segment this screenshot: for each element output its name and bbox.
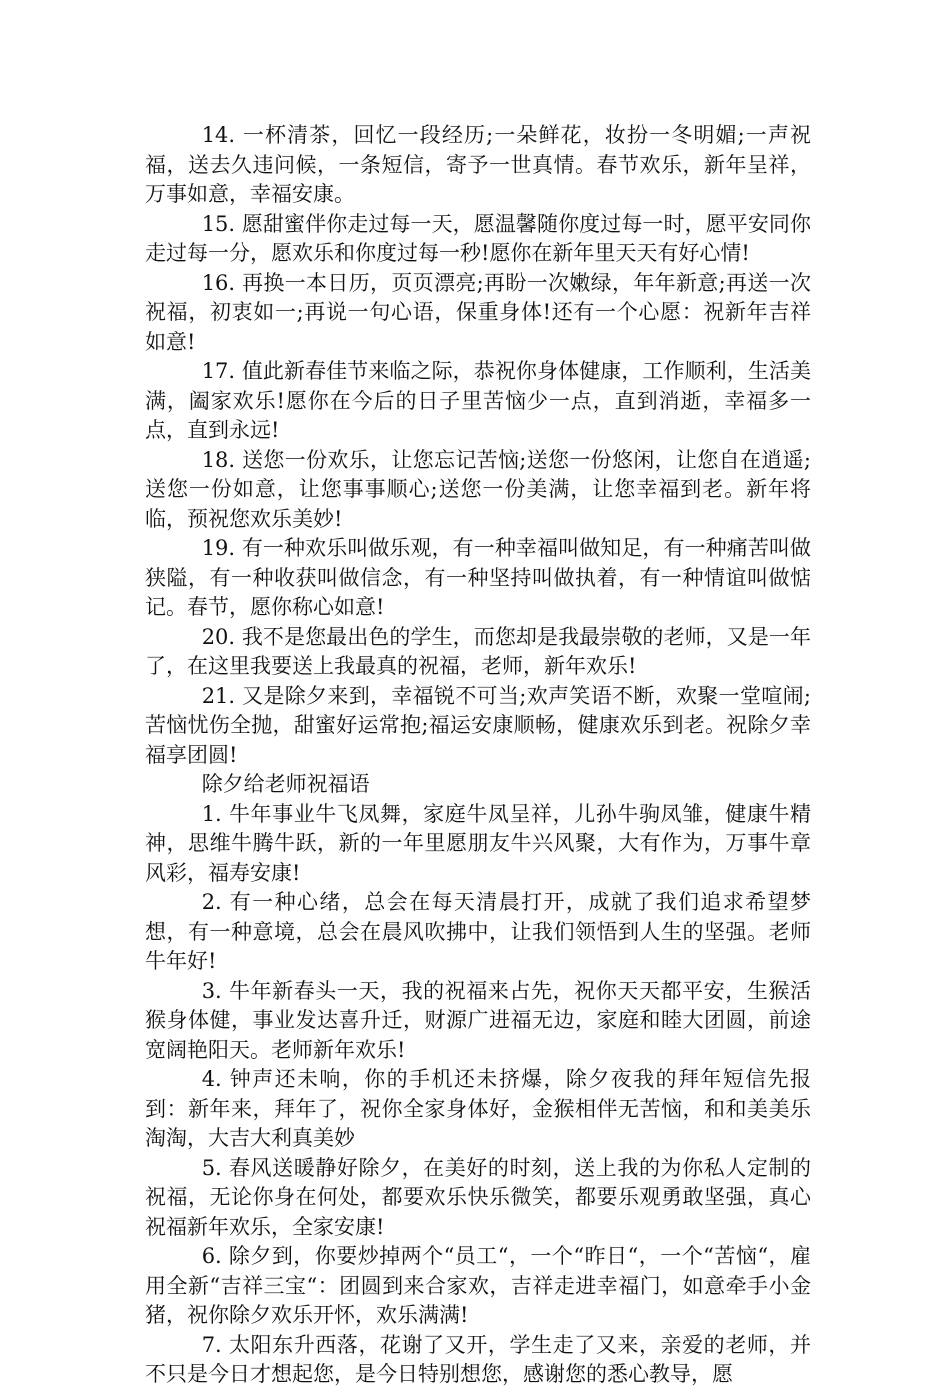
teacher-paragraph-1: 1. 牛年事业牛飞凤舞，家庭牛凤呈祥，儿孙牛驹凤雏，健康牛精神，思维牛腾牛跃，新的一年里愿朋友牛兴风聚，大有作为，万事牛章风彩，福寿安康! (145, 801, 811, 885)
paragraph-14: 14. 一杯清茶，回忆一段经历;一朵鲜花，妆扮一冬明媚;一声祝福，送去久违问候，一条短信，寄予一世真情。春节欢乐，新年呈祥，万事如意，幸福安康。 (145, 123, 811, 206)
teacher-paragraph-7: 7. 太阳东升西落，花谢了又开，学生走了又来，亲爱的老师，并不只是今日才想起您，是今日特别想您，感谢您的悉心教导，愿 (145, 1332, 811, 1386)
document-page (145, 121, 811, 1390)
teacher-paragraph-5: 5. 春风送暖静好除夕，在美好的时刻，送上我的为你私人定制的祝福，无论你身在何处，都要欢乐快乐微笑，都要乐观勇敢坚强，真心祝福新年欢乐，全家安康! (145, 1155, 811, 1239)
paragraph-21: 21. 又是除夕来到，幸福锐不可当;欢声笑语不断，欢聚一堂喧闹;苦恼忧伤全抛，甜蜜好运常抱;福运安康顺畅，健康欢乐到老。祝除夕幸福享团圆! (145, 683, 811, 767)
paragraph-20: 20. 我不是您最出色的学生，而您却是我最崇敬的老师，又是一年了，在这里我要送上我最真的祝福，老师，新年欢乐! (145, 624, 811, 678)
paragraph-15: 15. 愿甜蜜伴你走过每一天，愿温馨随你度过每一时，愿平安同你走过每一分，愿欢乐和你度过每一秒!愿你在新年里天天有好心情! (145, 211, 811, 265)
paragraph-17: 17. 值此新春佳节来临之际，恭祝你身体健康，工作顺利，生活美满，阖家欢乐!愿你在今后的日子里苦恼少一点，直到消逝，幸福多一点，直到永远! (145, 359, 811, 442)
paragraph-16: 16. 再换一本日历，页页漂亮;再盼一次嫩绿，年年新意;再送一次祝福，初衷如一;再说一句心语，保重身体!还有一个心愿：祝新年吉祥如意! (145, 270, 811, 354)
teacher-paragraph-3: 3. 牛年新春头一天，我的祝福来占先，祝你天天都平安，生猴活猴身体健，事业发达喜升迁，财源广进福无边，家庭和睦大团圆，前途宽阔艳阳天。老师新年欢乐! (145, 978, 811, 1062)
paragraph-19: 19. 有一种欢乐叫做乐观，有一种幸福叫做知足，有一种痛苦叫做狭隘，有一种收获叫做信念，有一种坚持叫做执着，有一种情谊叫做惦记。春节，愿你称心如意! (145, 536, 811, 619)
teacher-paragraph-2: 2. 有一种心绪，总会在每天清晨打开，成就了我们追求希望梦想，有一种意境，总会在晨风吹拂中，让我们领悟到人生的坚强。老师牛年好! (145, 890, 811, 973)
paragraph-18: 18. 送您一份欢乐，让您忘记苦恼;送您一份悠闲，让您自在逍遥;送您一份如意，让您事事顺心;送您一份美满，让您幸福到老。新年将临，预祝您欢乐美妙! (145, 447, 811, 531)
teacher-paragraph-4: 4. 钟声还未响，你的手机还未挤爆，除夕夜我的拜年短信先报到：新年来，拜年了，祝你全家身体好，金猴相伴无苦恼，和和美美乐淘淘，大吉大利真美妙 (145, 1067, 811, 1150)
teacher-paragraph-6: 6. 除夕到，你要炒掉两个“员工“，一个“昨日“，一个“苦恼“，雇用全新“吉祥三宝“：团圆到来合家欢，吉祥走进幸福门，如意牵手小金猪，祝你除夕欢乐开怀，欢乐满满! (145, 1244, 811, 1327)
section-title: 除夕给老师祝福语 (201, 772, 370, 796)
